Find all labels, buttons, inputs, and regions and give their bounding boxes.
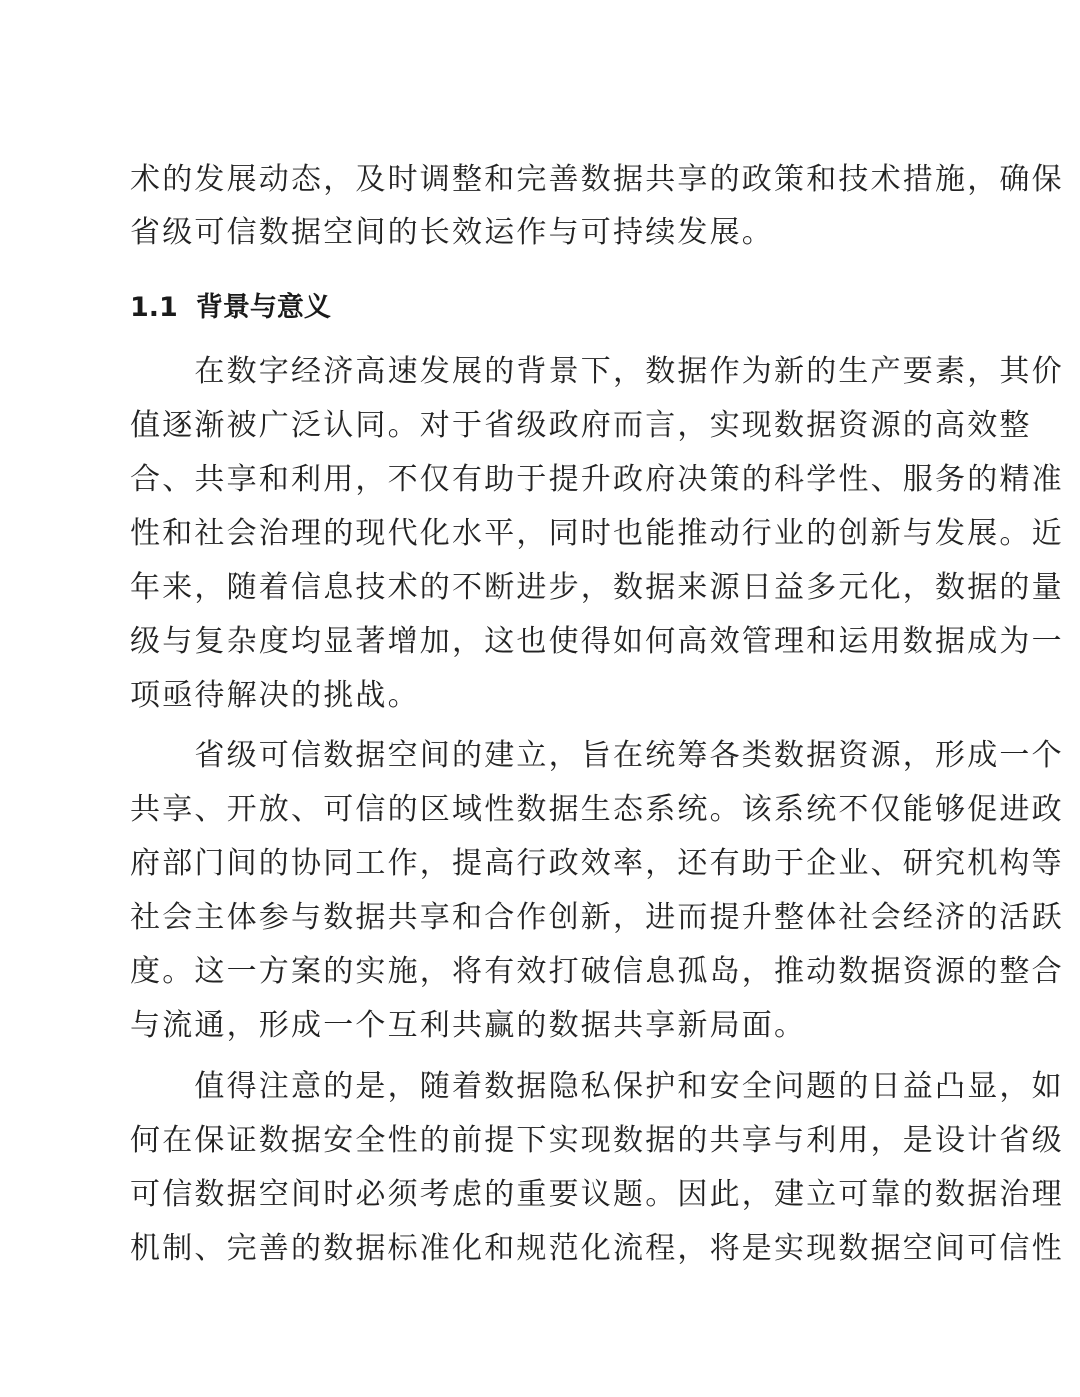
text-line: 值得注意的是，随着数据隐私保护和安全问题的日益凸显，如 bbox=[130, 1069, 1064, 1104]
section-number: 1.1 bbox=[130, 292, 178, 323]
text-line: 年来，随着信息技术的不断进步，数据来源日益多元化，数据的量 bbox=[130, 570, 1064, 605]
text-line: 值逐渐被广泛认同。对于省级政府而言，实现数据资源的高效整 bbox=[130, 408, 1032, 443]
text-line: 项亟待解决的挑战。 bbox=[130, 678, 420, 713]
text-line: 省级可信数据空间的长效运作与可持续发展。 bbox=[130, 215, 774, 250]
text-line: 术的发展动态，及时调整和完善数据共享的政策和技术措施，确保 bbox=[130, 162, 1064, 197]
text-line: 合、共享和利用，不仅有助于提升政府决策的科学性、服务的精准 bbox=[130, 462, 1064, 497]
text-line: 共享、开放、可信的区域性数据生态系统。该系统不仅能够促进政 bbox=[130, 792, 1064, 827]
text-line: 度。这一方案的实施，将有效打破信息孤岛，推动数据资源的整合 bbox=[130, 954, 1064, 989]
text-line: 可信数据空间时必须考虑的重要议题。因此，建立可靠的数据治理 bbox=[130, 1177, 1064, 1212]
section-title: 背景与意义 bbox=[195, 292, 331, 323]
text-line: 社会主体参与数据共享和合作创新，进而提升整体社会经济的活跃 bbox=[130, 900, 1064, 935]
text-line: 在数字经济高速发展的背景下，数据作为新的生产要素，其价 bbox=[130, 354, 1064, 389]
text-line: 性和社会治理的现代化水平，同时也能推动行业的创新与发展。近 bbox=[130, 516, 1064, 551]
section-heading bbox=[130, 288, 331, 328]
text-line: 与流通，形成一个互利共赢的数据共享新局面。 bbox=[130, 1008, 807, 1043]
text-line: 机制、完善的数据标准化和规范化流程，将是实现数据空间可信性 bbox=[130, 1231, 1064, 1266]
text-line: 省级可信数据空间的建立，旨在统筹各类数据资源，形成一个 bbox=[130, 738, 1064, 773]
text-line: 何在保证数据安全性的前提下实现数据的共享与利用，是设计省级 bbox=[130, 1123, 1064, 1158]
text-line: 级与复杂度均显著增加，这也使得如何高效管理和运用数据成为一 bbox=[130, 624, 1064, 659]
text-line: 府部门间的协同工作，提高行政效率，还有助于企业、研究机构等 bbox=[130, 846, 1064, 881]
